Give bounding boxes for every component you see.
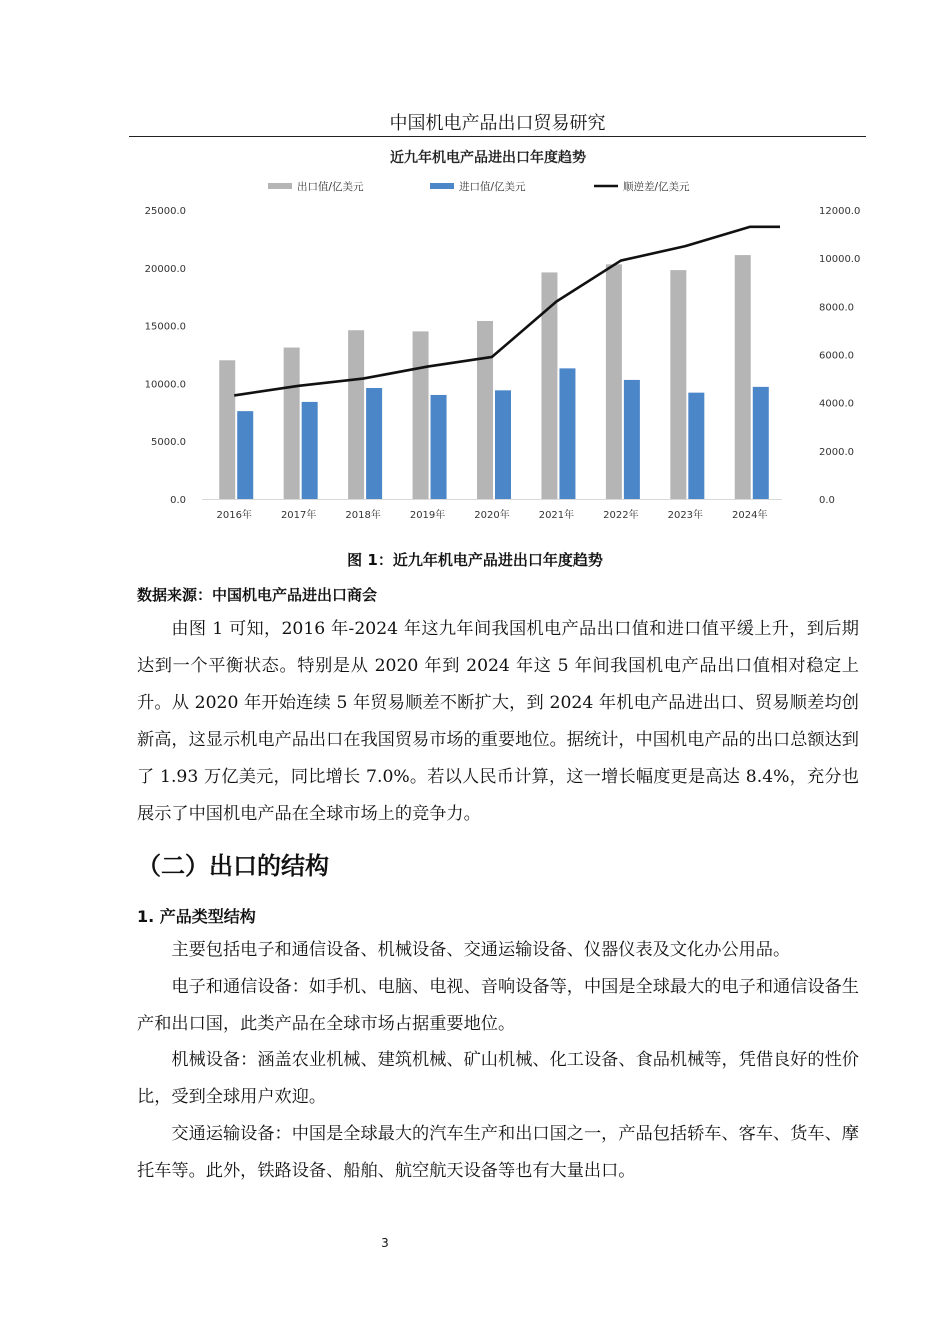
body-paragraph-1: 由图 1 可知，2016 年-2024 年这九年间我国机电产品出口值和进口值平缓上升，到后期达到一个平衡状态。特别是从 2020 年到 2024 年这 5 年间我国机电产品出口值相对稳定上升。从 2020 年开始连续 5 年贸易顺差不断扩大，到 2024 年机电产品进出口、贸易顺差均创新高，这显示机电产品出口在我国贸易市场的重要地位。据统计，中国机电产品的出口总额达到了 1.93 万亿美元，同比增长 7.0%。若以人民币计算，这一增长幅度更是高达 8.4%，充分也展示了中国机电产品在全球市场上的竞争力。 — [137, 619, 859, 824]
chart-legend — [268, 180, 690, 193]
import-bar — [559, 368, 575, 499]
right-tick-label: 0.0 — [819, 495, 835, 506]
x-tick-label: 2021年 — [538, 510, 575, 521]
right-axis-ticks — [819, 206, 860, 506]
export-bar — [477, 321, 493, 499]
chart-line-series — [234, 227, 780, 396]
left-tick-label: 25000.0 — [144, 206, 186, 217]
import-bar — [688, 393, 704, 499]
x-tick-label: 2017年 — [280, 510, 317, 521]
right-tick-label: 2000.0 — [819, 446, 854, 458]
x-tick-label: 2022年 — [603, 510, 639, 521]
chart-title: 近九年机电产品进出口年度趋势 — [390, 150, 586, 166]
left-tick-label: 10000.0 — [144, 379, 186, 391]
export-bar — [219, 360, 235, 499]
legend-swatch — [268, 183, 292, 189]
right-tick-label: 10000.0 — [819, 254, 861, 266]
export-bar — [670, 270, 686, 499]
import-bar — [302, 402, 318, 499]
body-paragraph-2: 主要包括电子和通信设备、机械设备、交通运输设备、仪器仪表及文化办公用品。 — [171, 940, 791, 960]
import-bar — [237, 411, 253, 499]
x-tick-label: 2018年 — [345, 510, 381, 521]
left-axis-ticks — [145, 206, 186, 506]
right-tick-label: 4000.0 — [819, 398, 854, 410]
trend-chart — [120, 140, 861, 530]
running-header: 中国机电产品出口贸易研究 — [389, 113, 606, 134]
x-tick-label: 2023年 — [667, 510, 704, 521]
body-paragraph-3: 电子和通信设备：如手机、电脑、电视、音响设备等，中国是全球最大的电子和通信设备生产和出口国，此类产品在全球市场占据重要地位。 — [137, 977, 859, 1034]
page-number: 3 — [381, 1236, 389, 1250]
export-bar — [606, 264, 622, 499]
left-tick-label: 5000.0 — [151, 437, 186, 449]
balance-line — [234, 227, 780, 396]
chart-bars — [219, 255, 769, 499]
x-tick-label: 2019年 — [409, 510, 446, 521]
legend-label: 出口值/亿美元 — [297, 181, 364, 193]
legend-label: 进口值/亿美元 — [459, 181, 526, 193]
import-bar — [495, 390, 511, 499]
legend-swatch — [430, 183, 454, 189]
export-bar — [413, 331, 429, 499]
x-tick-label: 2024年 — [732, 510, 768, 521]
body-paragraph-4: 机械设备：涵盖农业机械、建筑机械、矿山机械、化工设备、食品机械等，凭借良好的性价比，受到全球用户欢迎。 — [137, 1050, 859, 1107]
section-heading: （二）出口的结构 — [137, 852, 329, 880]
import-bar — [753, 387, 769, 499]
subheading: 1. 产品类型结构 — [137, 907, 256, 926]
export-bar — [735, 255, 751, 499]
figure-caption: 图 1：近九年机电产品进出口年度趋势 — [347, 551, 603, 569]
right-tick-label: 12000.0 — [819, 206, 861, 217]
left-tick-label: 0.0 — [170, 495, 186, 506]
body-paragraph-5: 交通运输设备：中国是全球最大的汽车生产和出口国之一，产品包括轿车、客车、货车、摩托车等。此外，铁路设备、船舶、航空航天设备等也有大量出口。 — [137, 1124, 859, 1181]
import-bar — [624, 380, 640, 499]
x-axis-ticks — [216, 508, 767, 521]
right-tick-label: 6000.0 — [819, 350, 854, 362]
import-bar — [431, 395, 447, 499]
header-rule — [129, 136, 866, 137]
left-tick-label: 15000.0 — [144, 321, 186, 333]
figure-source: 数据来源：中国机电产品进出口商会 — [137, 586, 378, 604]
x-tick-label: 2016年 — [216, 510, 252, 521]
left-tick-label: 20000.0 — [144, 263, 186, 275]
x-tick-label: 2020年 — [474, 510, 510, 521]
legend-label: 顺逆差/亿美元 — [623, 181, 690, 193]
export-bar — [348, 330, 364, 499]
export-bar — [284, 348, 300, 499]
import-bar — [366, 388, 382, 499]
right-tick-label: 8000.0 — [819, 302, 854, 314]
